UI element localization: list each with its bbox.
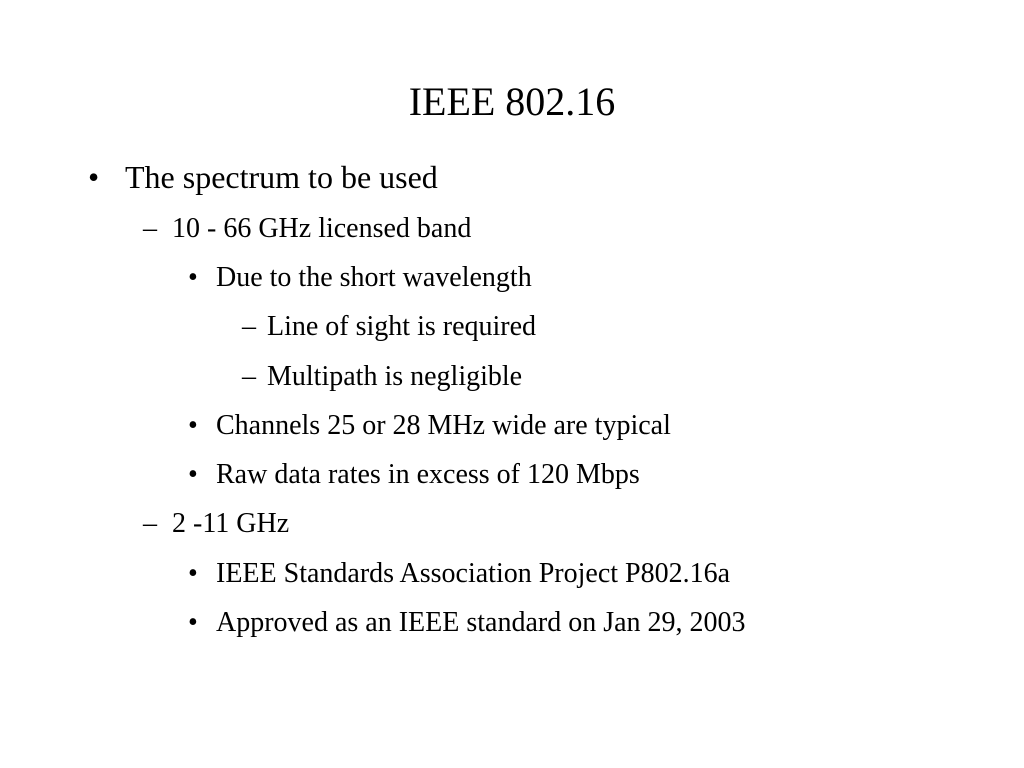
dash-marker: – (143, 213, 157, 244)
bullet-marker: • (188, 607, 198, 638)
dash-marker: – (143, 508, 157, 539)
bullet-text: 10 - 66 GHz licensed band (172, 213, 472, 244)
dash-marker: – (242, 361, 256, 392)
bullet-text: Channels 25 or 28 MHz wide are typical (216, 410, 671, 441)
bullet-text: IEEE Standards Association Project P802.16a (216, 558, 731, 589)
bullet-text: 2 -11 GHz (172, 508, 290, 539)
bullet-text: Line of sight is required (267, 311, 537, 342)
bullet-text: Approved as an IEEE standard on Jan 29, 2003 (216, 607, 746, 638)
bullet-text: Raw data rates in excess of 120 Mbps (216, 459, 640, 490)
slide-title: IEEE 802.16 (408, 79, 616, 124)
bullet-marker: • (188, 459, 198, 490)
bullet-text: Due to the short wavelength (216, 262, 532, 293)
dash-marker: – (242, 311, 256, 342)
bullet-marker: • (188, 558, 198, 589)
bullet-text: The spectrum to be used (125, 159, 438, 195)
bullet-marker: • (188, 262, 198, 293)
bullet-marker: • (88, 159, 100, 195)
bullet-text: Multipath is negligible (267, 361, 523, 392)
bullet-marker: • (188, 410, 198, 441)
